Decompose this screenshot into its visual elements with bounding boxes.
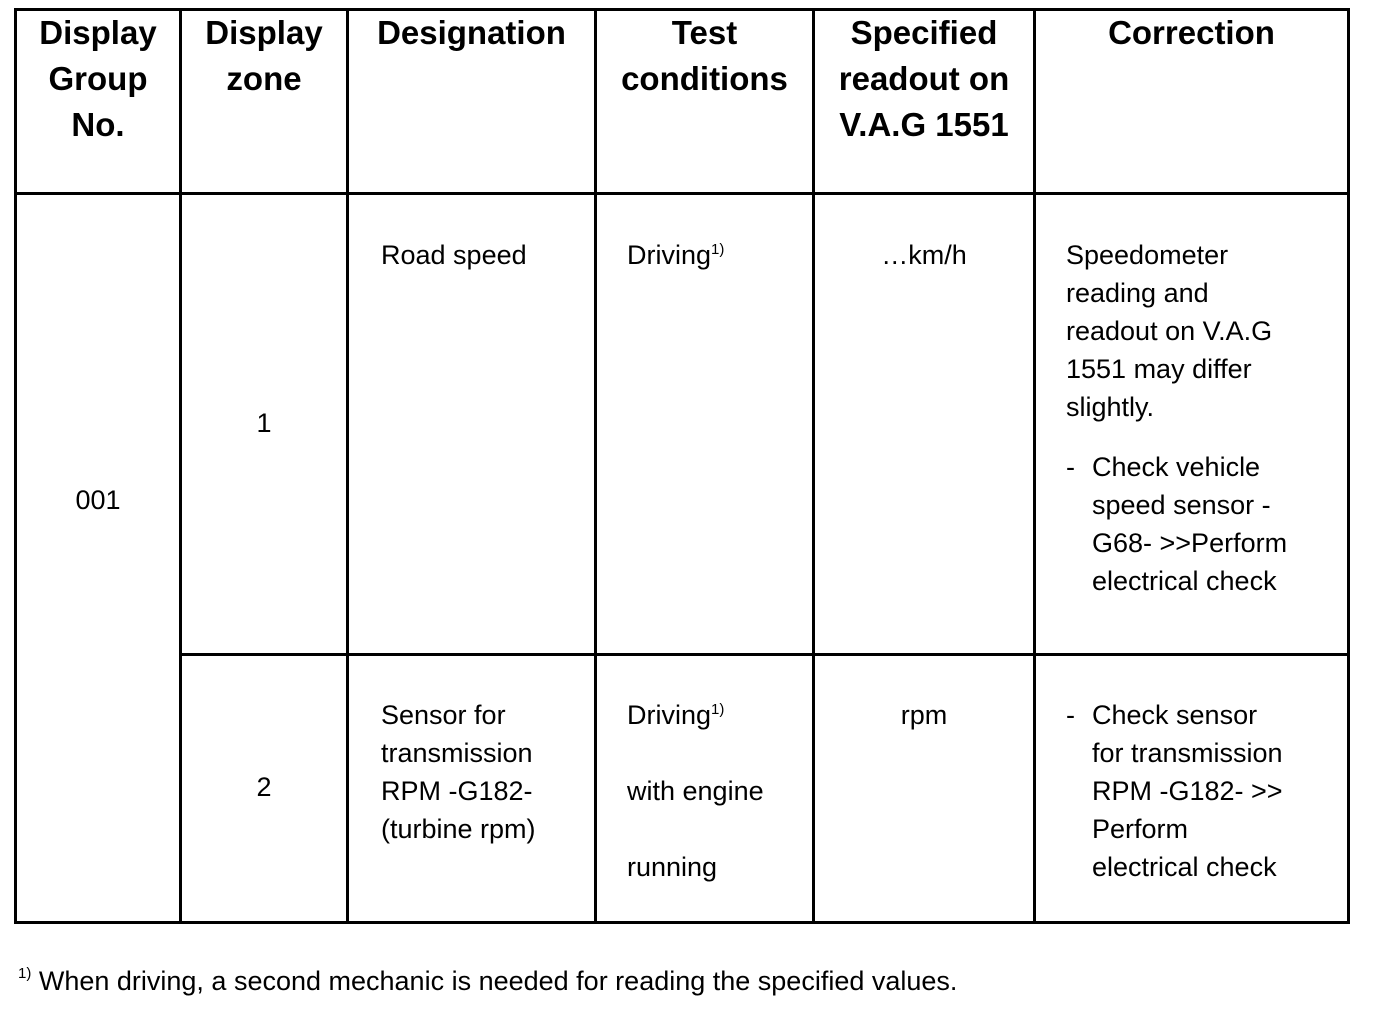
- footnote-marker: 1): [711, 701, 725, 718]
- row2-specified-cell: rpm: [900, 700, 948, 730]
- header-display-zone: Display zone: [205, 14, 323, 97]
- row2-designation-cell: Sensor for transmission RPM -G182- (turbine rpm): [381, 700, 536, 844]
- row2-correction-cell: [1066, 696, 1283, 886]
- bullet-dash: -: [1066, 700, 1075, 730]
- test-condition-line: Driving$^{1)}$: [627, 700, 725, 730]
- row2-zone-cell: 2: [256, 772, 272, 802]
- test-condition-line: Driving$^{1)}$: [627, 240, 725, 270]
- row-divider: [179, 653, 1350, 656]
- footnote-marker: 1): [18, 965, 32, 982]
- group-number-cell: 001: [75, 485, 121, 515]
- row1-designation-cell: Road speed: [381, 240, 527, 270]
- row1-correction-cell: Speedometer reading and readout on V.A.G 1551 may differ slightly. - Check vehicle speed sensor - G68- >>Perform electrical check: [1066, 236, 1287, 600]
- footnote-text: When driving, a second mechanic is needed for reading the specified values.: [38, 966, 958, 996]
- correction-bullet: - Check sensor for transmission RPM -G182- >> Perform electrical check: [1066, 696, 1283, 886]
- bullet-dash: -: [1066, 452, 1075, 482]
- column-divider: [594, 8, 597, 924]
- column-divider: [1033, 8, 1036, 924]
- row1-zone-cell: 1: [256, 408, 272, 438]
- header-test-conditions: Test conditions: [621, 14, 788, 97]
- header-specified-readout: Specified readout on V.A.G 1551: [838, 14, 1010, 143]
- column-divider: [346, 8, 349, 924]
- header-designation: Designation: [377, 14, 566, 51]
- header-correction: Correction: [1108, 14, 1275, 51]
- footnote-marker: 1): [711, 241, 725, 258]
- row1-specified-cell: …km/h: [881, 240, 967, 270]
- header-divider: [14, 192, 1350, 195]
- row1-test-conditions-cell: [627, 236, 724, 274]
- row2-test-conditions-cell: Driving$^{1)}$ with engine running: [627, 696, 764, 886]
- header-display-group-no: Display Group No.: [39, 14, 157, 143]
- footnote: [18, 962, 957, 1000]
- correction-bullet: - Check vehicle speed sensor - G68- >>Perform electrical check: [1066, 448, 1287, 600]
